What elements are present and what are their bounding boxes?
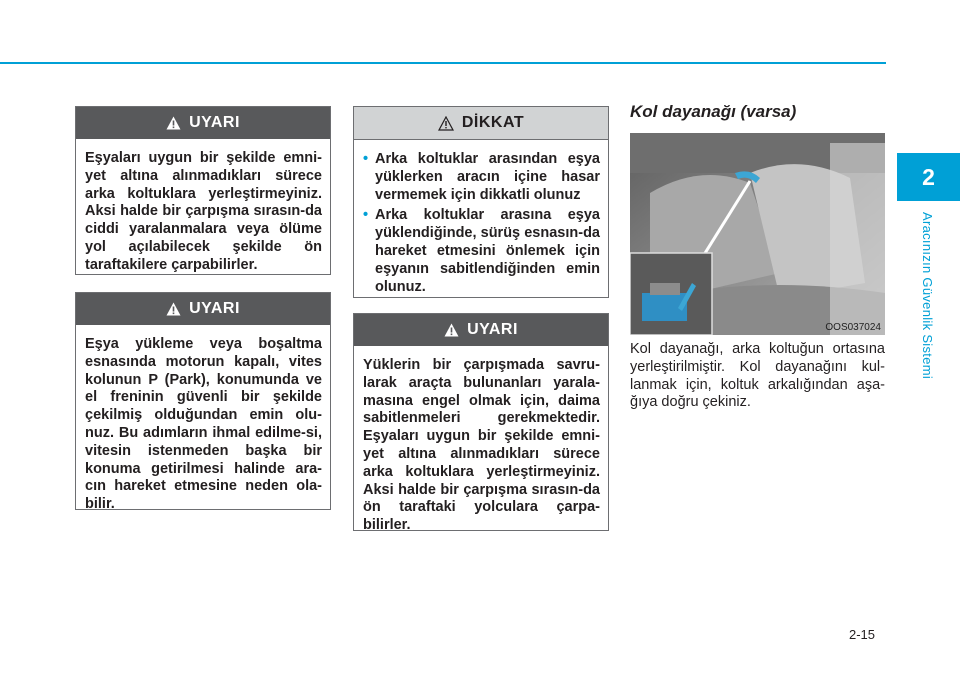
warning-header-label: UYARI bbox=[189, 114, 240, 131]
warning-header bbox=[76, 107, 330, 139]
warning-text: Eşyaları uygun bir şekilde emni-yet altına alınmadıkları sürece arka koltuklara yerleştirmeyiniz. Aksi halde bir çarpışma sırasın-da ciddi yaralanmalara veya ölüme yol açılabilecek şekilde ön taraftakilere çarpabilirler. bbox=[85, 150, 322, 273]
image-code: OOS037024 bbox=[825, 322, 881, 333]
caution-header-label: DİKKAT bbox=[461, 114, 525, 131]
chapter-number: 2 bbox=[922, 163, 935, 190]
section-title: Kol dayanağı (varsa) bbox=[630, 102, 797, 121]
warning-triangle-icon bbox=[166, 302, 181, 316]
chapter-title: Aracınızın Güvenlik Sistemi bbox=[920, 212, 935, 380]
warning-box-3 bbox=[353, 313, 609, 534]
warning-header bbox=[76, 293, 330, 325]
list-item: • Arka koltuklar arasından eşya yüklerken aracın içine hasar vermemek için dikkatli olunuz bbox=[363, 151, 600, 203]
warning-text: Yüklerin bir çarpışmada savru-larak araçta bulunanları yarala-masına engel olmak için, daima sabitlenmeleri gerekmektedir. Eşyaları uygun bir şekilde emni-yet altına alınmadıkları sürece arka koltuklara yerleştirmeyiniz. Aksi halde bir çarpışma sırasın-da ön taraftaki yolculara çarpa-bilirler. bbox=[363, 357, 600, 534]
warning-header-label: UYARI bbox=[189, 300, 240, 317]
warning-box-1 bbox=[75, 106, 331, 275]
caution-text bbox=[354, 140, 608, 307]
list-item: • Arka koltuklar arasına eşya yüklendiğinde, sürüş esnasın-da hareket etmesini önlemek için eşyanın sabitlendiğinden emin olunuz. bbox=[363, 207, 600, 295]
header-rule bbox=[0, 62, 886, 64]
caution-header bbox=[354, 107, 608, 140]
warning-header bbox=[354, 314, 608, 346]
warning-triangle-icon bbox=[166, 116, 181, 130]
rear-seat-illustration bbox=[630, 133, 885, 335]
armrest-photo bbox=[630, 133, 885, 335]
warning-triangle-icon bbox=[444, 323, 459, 337]
warning-text: Eşya yükleme veya boşaltma esnasında motorun kapalı, vites kolunun P (Park), konumunda ve el freninin güvenli bir şekilde çekilmiş olduğundan emin olu-nuz. Bu adımların ihmal edilme-si, vitesin istenmeden başka bir konuma getirilmesi halinde ara-cın hareket etmesine neden ola-bilir. bbox=[85, 336, 322, 513]
caution-box bbox=[353, 106, 609, 298]
warning-header-label: UYARI bbox=[467, 321, 518, 338]
page-number: 2-15 bbox=[849, 627, 876, 642]
bullet-icon: • bbox=[363, 151, 369, 167]
bullet-icon: • bbox=[363, 207, 369, 224]
warning-box-2 bbox=[75, 292, 331, 513]
caution-list bbox=[363, 151, 600, 296]
chapter-tab bbox=[897, 153, 960, 201]
armrest-description: Kol dayanağı, arka koltuğun ortasına yerleştirilmiştir. Kol dayanağını kul-lanmak için, koltuk arkalığından aşa-ğıya doğru çekiniz. bbox=[630, 341, 885, 411]
caution-triangle-icon bbox=[438, 116, 454, 131]
